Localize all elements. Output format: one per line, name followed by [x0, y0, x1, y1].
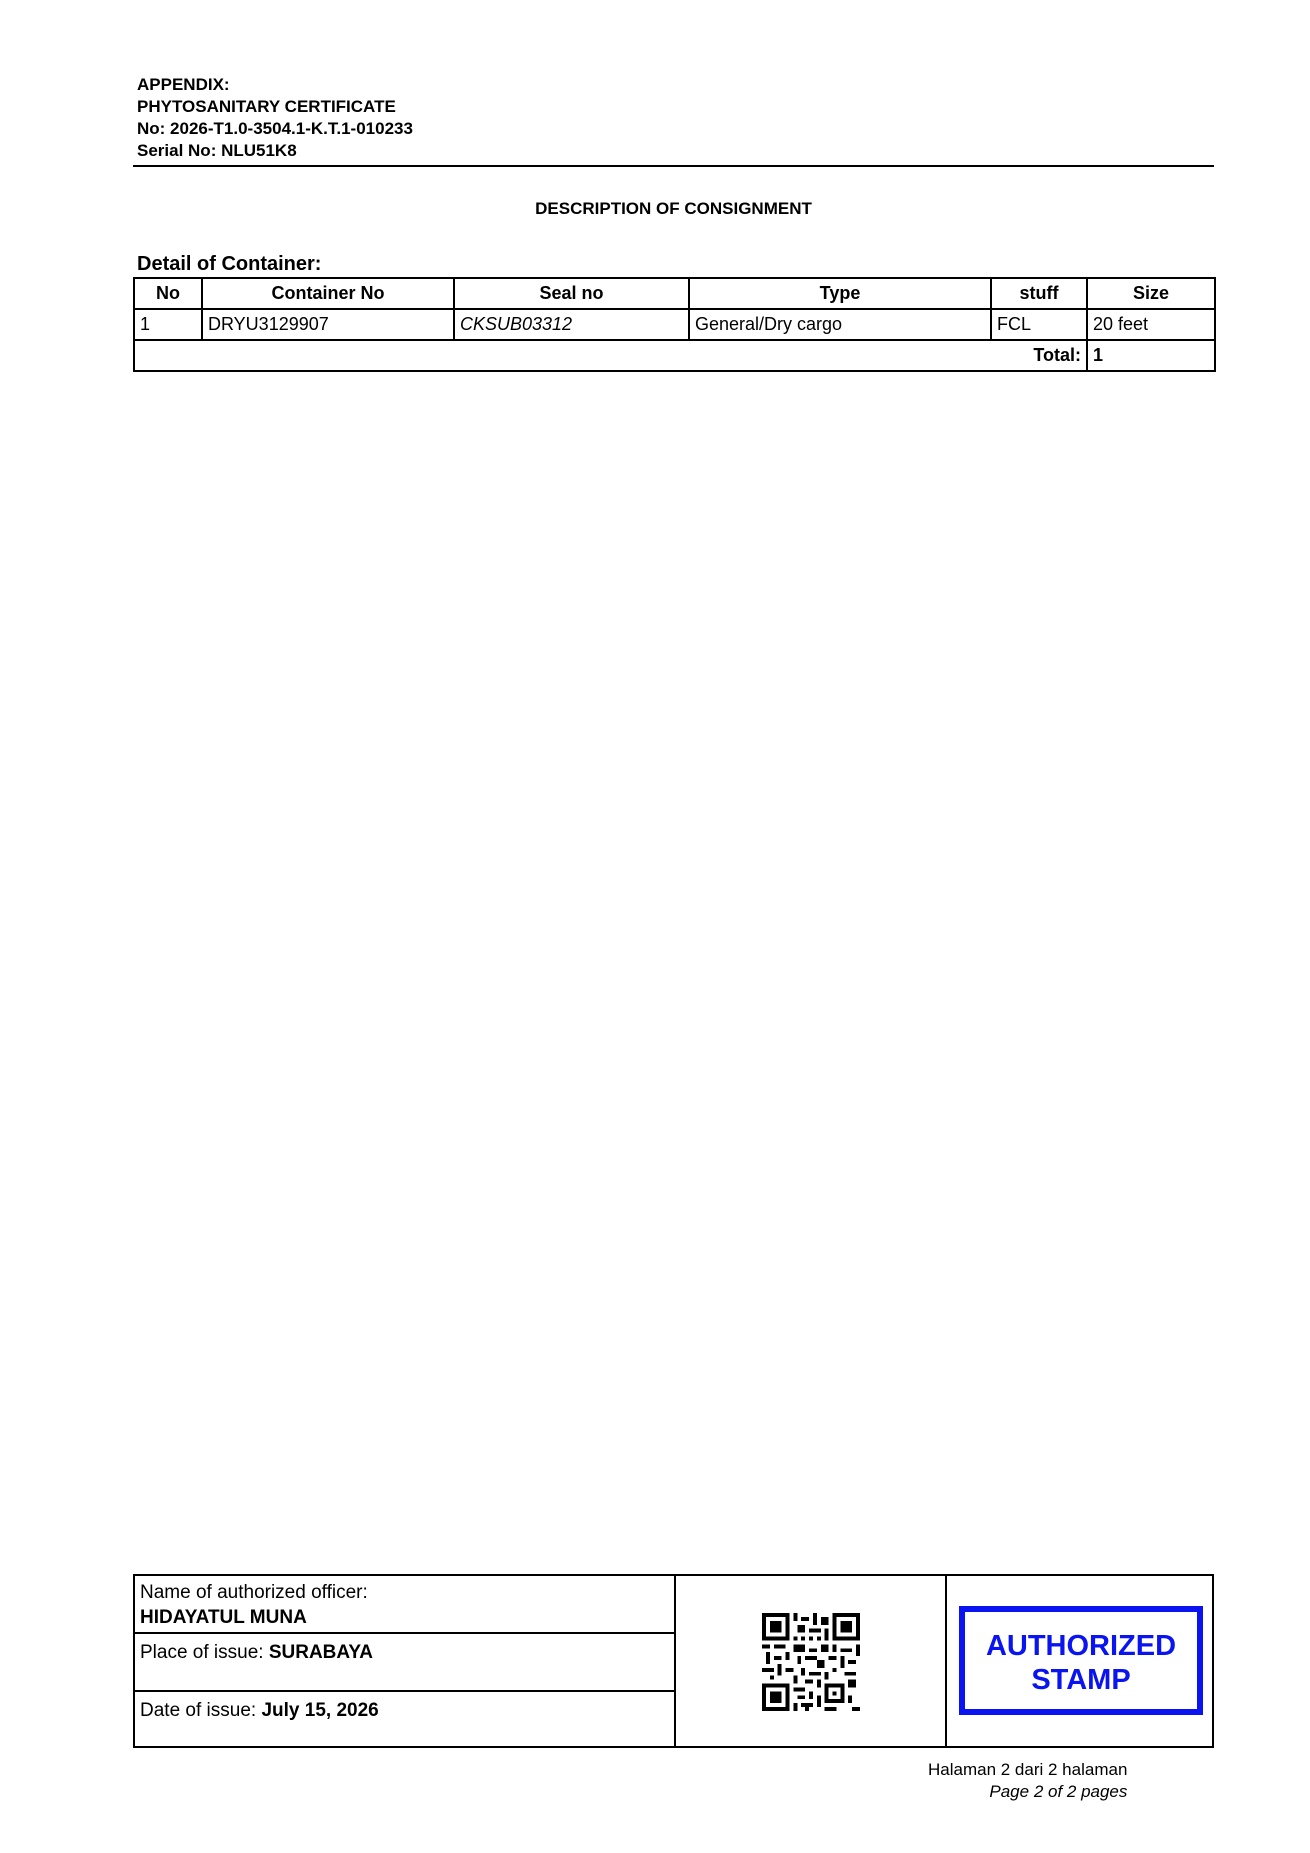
page-number-english: Page 2 of 2 pages: [989, 1782, 1128, 1801]
place-row: [135, 1634, 674, 1692]
qr-cell: [676, 1576, 947, 1746]
place-value: SURABAYA: [268, 1642, 374, 1663]
signature-block: [133, 1574, 1214, 1748]
certificate-title: PHYTOSANITARY CERTIFICATE: [137, 97, 396, 116]
appendix-label: APPENDIX:: [137, 75, 230, 94]
column-header-container-no: Container No: [202, 278, 454, 309]
table-row: [134, 309, 1215, 340]
date-label: Date of issue:: [140, 1700, 262, 1721]
page-number-indonesian: Halaman 2 dari 2 halaman: [928, 1760, 1128, 1779]
column-header-type: Type: [689, 278, 991, 309]
certificate-number: No: 2026-T1.0-3504.1-K.T.1-010233: [137, 119, 413, 138]
total-label: Total:: [134, 340, 1087, 371]
table-header-row: [134, 278, 1215, 309]
officer-row: [135, 1576, 674, 1634]
cell-container-no: DRYU3129907: [202, 309, 454, 340]
column-header-seal-no: Seal no: [454, 278, 689, 309]
authorized-stamp: [959, 1606, 1203, 1715]
total-value: 1: [1087, 340, 1215, 371]
officer-label: Name of authorized officer:: [140, 1582, 368, 1603]
date-row: [135, 1692, 674, 1746]
column-header-no: No: [134, 278, 202, 309]
cell-size: 20 feet: [1087, 309, 1215, 340]
document-header: [137, 74, 413, 162]
qr-code-icon: [762, 1613, 860, 1711]
officer-name: HIDAYATUL MUNA: [140, 1607, 307, 1628]
column-header-size: Size: [1087, 278, 1215, 309]
place-label: Place of issue:: [140, 1642, 269, 1663]
serial-number: Serial No: NLU51K8: [137, 141, 297, 160]
container-table: [133, 277, 1216, 372]
page-number: [928, 1759, 1127, 1803]
total-row: [134, 340, 1215, 371]
stamp-line-2: STAMP: [1031, 1664, 1131, 1696]
section-title: DESCRIPTION OF CONSIGNMENT: [535, 199, 812, 218]
stamp-line-1: AUTHORIZED: [985, 1630, 1177, 1662]
cell-seal-no: CKSUB03312: [454, 309, 689, 340]
issue-details: [135, 1576, 676, 1746]
cell-no: 1: [134, 309, 202, 340]
header-divider: [133, 165, 1214, 167]
detail-of-container-label: Detail of Container:: [137, 253, 322, 275]
stamp-cell: [947, 1576, 1212, 1746]
date-value: July 15, 2026: [261, 1700, 379, 1721]
column-header-stuff: stuff: [991, 278, 1087, 309]
cell-stuff: FCL: [991, 309, 1087, 340]
cell-type: General/Dry cargo: [689, 309, 991, 340]
